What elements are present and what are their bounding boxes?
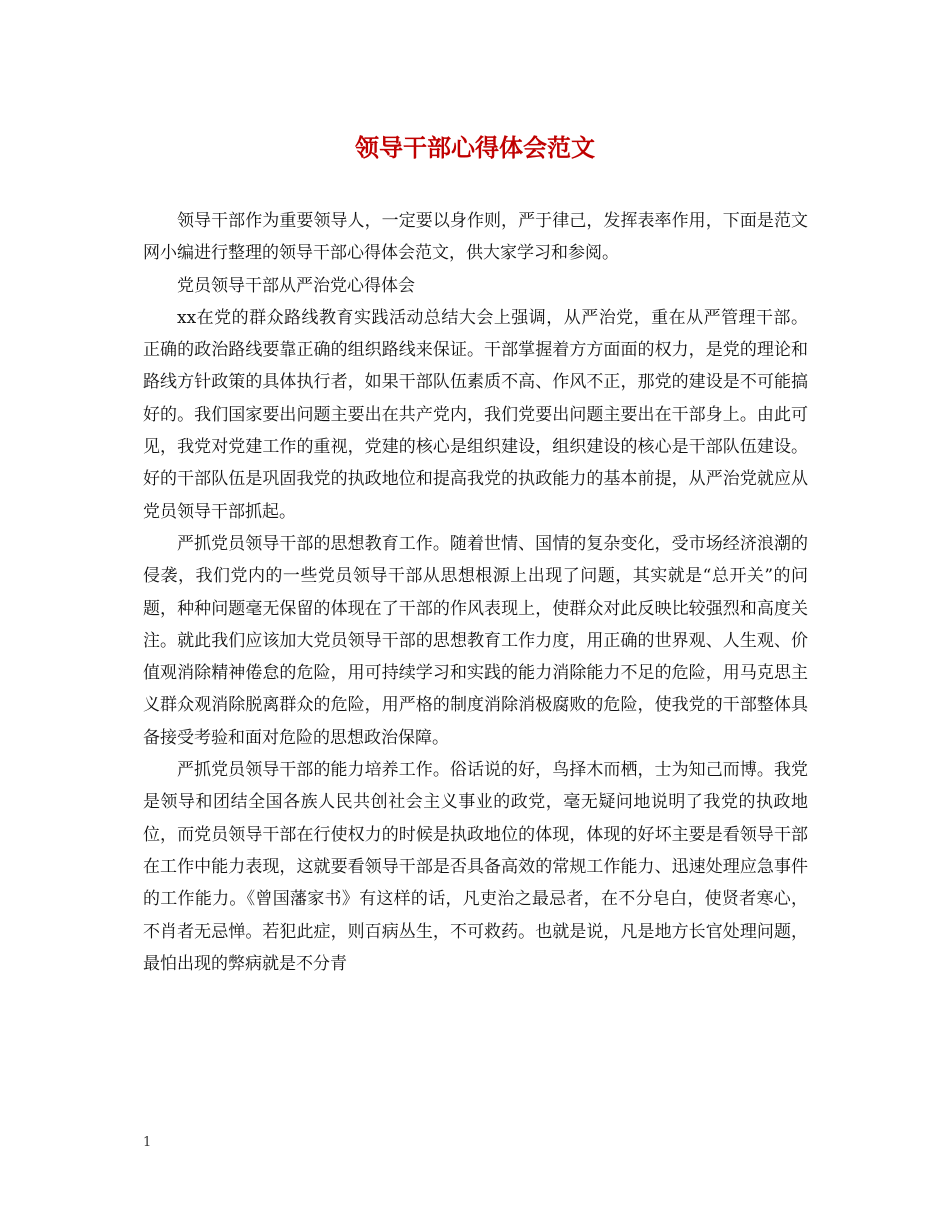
- paragraph-strict-management: xx在党的群众路线教育实践活动总结大会上强调，从严治党，重在从严管理干部。正确的政治路线要靠正确的组织路线来保证。干部掌握着方方面面的权力，是党的理论和路线方针政策的具体执行者，如果干部队伍素质不高、作风不正，那党的建设是不可能搞好的。我们国家要出问题主要出在共产党内，我们党要出问题主要出在干部身上。由此可见，我党对党建工作的重视，党建的核心是组织建设，组织建设的核心是干部队伍建设。好的干部队伍是巩固我党的执政地位和提高我党的执政能力的基本前提，从严治党就应从党员领导干部抓起。: [143, 307, 808, 522]
- paragraph-ability-training: 严抓党员领导干部的能力培养工作。俗话说的好，鸟择木而栖，士为知己而博。我党是领导和团结全国各族人民共创社会主义事业的政党，毫无疑问地说明了我党的执政地位，而党员领导干部在行使权力的时候是执政地位的体现，体现的好坏主要是看领导干部在工作中能力表现，这就要看领导干部是否具备高效的常规工作能力、迅速处理应急事件的工作能力。《曾国藩家书》有这样的话，凡吏治之最忌者，在不分皂白，使贤者寒心，不肖者无忌惮。若犯此症，则百病丛生，不可救药。也就是说，凡是地方长官处理问题，最怕出现的弊病就是不分青: [143, 760, 808, 974]
- document-title: 领导干部心得体会范文: [355, 133, 595, 162]
- section-heading: 党员领导干部从严治党心得体会: [177, 275, 415, 296]
- paragraph-ideological-education: 严抓党员领导干部的思想教育工作。随着世情、国情的复杂变化，受市场经济浪潮的侵袭，我们党内的一些党员领导干部从思想根源上出现了问题，其实就是“总开关”的问题，种种问题毫无保留的体现在了干部的作风表现上，使群众对此反映比较强烈和高度关注。就此我们应该加大党员领导干部的思想教育工作力度，用正确的世界观、人生观、价值观消除精神倦怠的危险，用可持续学习和实践的能力消除能力不足的危险，用马克思主义群众观消除脱离群众的危险，用严格的制度消除消极腐败的危险，使我党的干部整体具备接受考验和面对危险的思想政治保障。: [143, 533, 808, 748]
- document-body: [143, 205, 808, 980]
- paragraph-intro: 领导干部作为重要领导人，一定要以身作则，严于律己，发挥表率作用，下面是范文网小编进行整理的领导干部心得体会范文，供大家学习和参阅。: [143, 211, 808, 264]
- page-number: 1: [143, 1135, 152, 1150]
